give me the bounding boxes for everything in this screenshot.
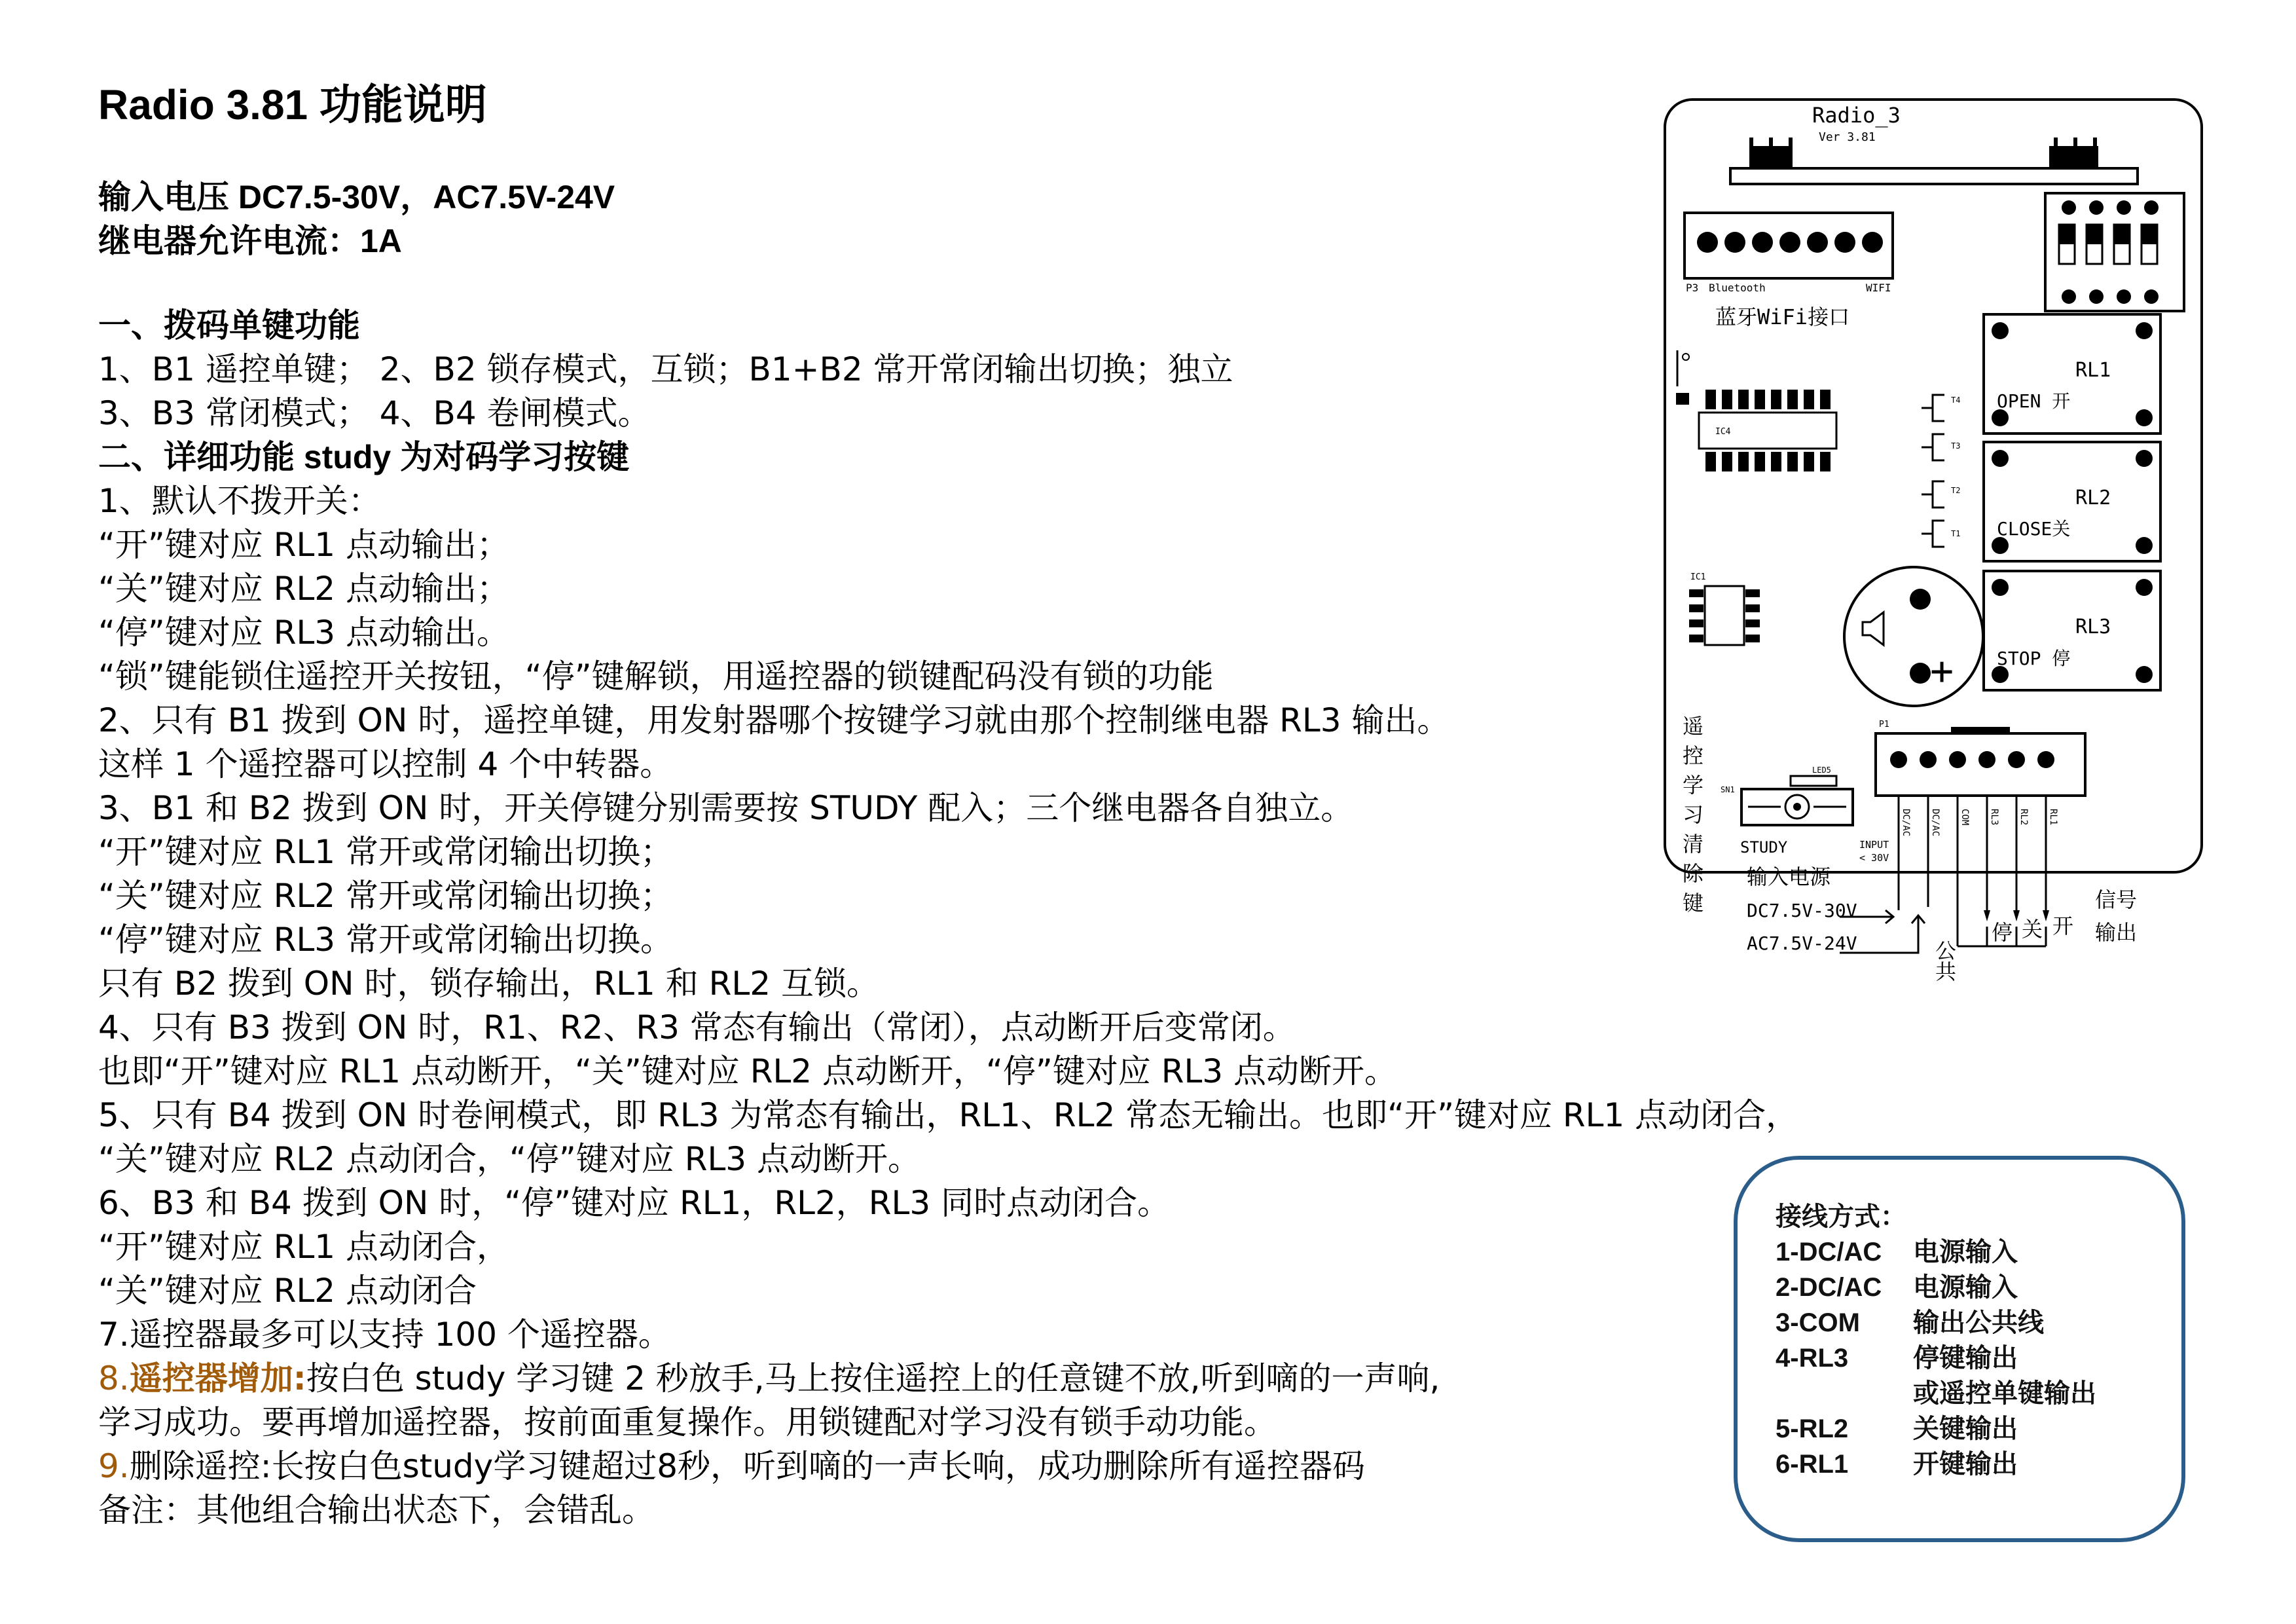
section2-line: “开”键对应 RL1 点动闭合， [98, 1228, 510, 1266]
pin4-label: RL3 [1989, 809, 1999, 826]
section2-line: 只有 B2 拨到 ON 时，锁存输出，RL1 和 RL2 互锁。 [98, 965, 879, 1003]
ic1-chip [1689, 586, 1760, 645]
input-label: INPUT [1859, 839, 1889, 851]
rl1-name: RL1 [2075, 359, 2111, 382]
section2-line: “关”键对应 RL2 点动闭合 [98, 1272, 477, 1310]
item8-line1 [98, 1357, 1715, 1401]
section2-heading: 二、详细功能 study 为对码学习按键 [98, 439, 630, 475]
section2-line: 6、B3 和 B4 拨到 ON 时，“停”键对应 RL1，RL2，RL3 同时点动闭合。 [98, 1184, 1171, 1222]
wiring-row: 2-DC/AC 电源输入 [1776, 1273, 2018, 1302]
t1-label: T1 [1951, 529, 1961, 538]
wiring-title: 接线方式： [1776, 1202, 1906, 1231]
rl3-name: RL3 [2075, 616, 2111, 638]
transistors [1922, 395, 1944, 547]
item9-number: 9. [98, 1447, 130, 1485]
wiring-legend [1734, 1156, 2185, 1542]
board-version: Ver 3.81 [1819, 130, 1876, 144]
spec-voltage: 输入电压 DC7.5-30V，AC7.5V-24V [98, 179, 615, 215]
power-dc: DC7.5V-30V [1747, 900, 1857, 921]
section2-line: “锁”键能锁住遥控开关按钮，“停”键解锁，用遥控器的锁键配码没有锁的功能 [98, 657, 1214, 695]
wiring-row: 5-RL2 关键输出 [1776, 1414, 2018, 1443]
pin-labels [1901, 809, 2058, 836]
t3-label: T3 [1951, 441, 1961, 451]
item9-rest: 删除遥控:长按白色study学习键超过8秒，听到嘀的一声长响，成功删除所有遥控器码 [129, 1447, 1366, 1485]
dip-switch [2045, 193, 2184, 311]
section2-line: 5、只有 B4 拨到 ON 时卷闸模式，即 RL3 为常态有输出，RL1、RL2 常态无输出。也即“开”键对应 RL1 点动闭合， [98, 1096, 1799, 1134]
section2-line: 4、只有 B3 拨到 ON 时，R1、R2、R3 常态有输出（常闭），点动断开后变常闭。 [98, 1008, 1296, 1046]
svg-text:除: 除 [1683, 861, 1704, 886]
section2-line: “关”键对应 RL2 常开或常闭输出切换； [98, 877, 674, 915]
relay-rl1 [1984, 314, 2160, 434]
study-button-icon [1741, 776, 1853, 825]
section2-line: 2、只有 B1 拨到 ON 时，遥控单键，用发射器哪个按键学习就由那个控制继电器 RL3 输出。 [98, 701, 1450, 739]
signal-out-label-2: 输出 [2095, 920, 2138, 945]
section2-line: “关”键对应 RL2 点动输出； [98, 570, 510, 608]
item8-rest: 按白色 study 学习键 2 秒放手,马上按住遥控上的任意键不放,听到嘀的一声响, [306, 1359, 1440, 1397]
section2-line: “开”键对应 RL1 常开或常闭输出切换； [98, 833, 674, 871]
section2-line: 7.遥控器最多可以支持 100 个遥控器。 [98, 1316, 671, 1354]
item8-line2: 学习成功。要再增加遥控器，按前面重复操作。用锁键配对学习没有锁手动功能。 [98, 1403, 1277, 1441]
bt-wifi-port-label: 蓝牙WiFi接口 [1715, 304, 1850, 329]
wiring-row: 3-COM 输出公共线 [1776, 1308, 2044, 1337]
item9-line [98, 1445, 1715, 1488]
rl2-label: CLOSE关 [1997, 518, 2071, 540]
wiring-row: 或遥控单键输出 [1913, 1379, 2096, 1408]
side-label [1683, 714, 1704, 915]
t4-label: T4 [1951, 396, 1961, 405]
wiring-row: 6-RL1 开键输出 [1776, 1450, 2018, 1479]
pin2-label: DC/AC [1930, 809, 1941, 837]
pin1-label: DC/AC [1901, 809, 1911, 837]
section2-line: “关”键对应 RL2 点动闭合，“停”键对应 RL3 点动断开。 [98, 1140, 921, 1178]
section2-line: 这样 1 个遥控器可以控制 4 个中转器。 [98, 745, 673, 783]
section1-line: 3、B3 常闭模式； 4、B4 卷闸模式。 [98, 394, 651, 432]
svg-text:遥: 遥 [1683, 714, 1704, 739]
svg-text:清: 清 [1683, 832, 1704, 857]
rl1-label: OPEN 开 [1997, 390, 2071, 412]
p1-label: P1 [1879, 720, 1889, 729]
pin5-label: RL2 [2018, 809, 2029, 826]
relay-rl3 [1984, 571, 2160, 690]
p1-terminal [1876, 727, 2085, 796]
power-ac: AC7.5V-24V [1747, 932, 1857, 954]
section2-line: “开”键对应 RL1 点动输出； [98, 526, 510, 564]
wifi-label: WIFI [1866, 282, 1891, 294]
spec-current: 继电器允许电流：1A [98, 223, 402, 259]
section2-line: “停”键对应 RL3 常开或常闭输出切换。 [98, 921, 674, 959]
out-stop-label: 停 [1992, 920, 2013, 945]
input-limit: < 30V [1859, 852, 1889, 864]
antenna-strip [1730, 168, 2138, 184]
pcb-diagram [1663, 95, 2239, 999]
ic1-label: IC1 [1690, 572, 1706, 582]
wiring-row: 1-DC/AC 电源输入 [1776, 1238, 2018, 1266]
svg-text:习: 习 [1683, 802, 1704, 827]
board-name: Radio_3 [1812, 103, 1901, 128]
section2-line: 3、B1 和 B2 拨到 ON 时，开关停键分别需要按 STUDY 配入；三个继电器各自独立。 [98, 789, 1354, 827]
common-label: 公共 [1932, 940, 1957, 982]
p3-label: P3 [1686, 282, 1699, 294]
pin6-label: RL1 [2048, 809, 2058, 826]
study-label: STUDY [1740, 838, 1788, 857]
rl3-label: STOP 停 [1997, 648, 2071, 669]
section1-heading: 一、拨码单键功能 [98, 307, 360, 344]
wiring-row: 4-RL3 停键输出 [1776, 1344, 2018, 1373]
ic4-label: IC4 [1715, 427, 1731, 437]
item8-bold: 遥控器增加: [129, 1359, 306, 1397]
svg-text:+: + [1930, 648, 1954, 694]
pin3-label: COM [1959, 809, 1970, 826]
relay-rl2 [1984, 442, 2160, 561]
svg-text:学: 学 [1683, 773, 1704, 798]
page-title: Radio 3.81 功能说明 [98, 81, 487, 128]
signal-out-label-1: 信号 [2095, 887, 2138, 912]
section2-line: “停”键对应 RL3 点动输出。 [98, 614, 510, 652]
led5-label: LED5 [1812, 766, 1831, 775]
note-line: 备注：其他组合输出状态下，会错乱。 [98, 1491, 655, 1529]
rl2-name: RL2 [2075, 487, 2111, 509]
item8-number: 8. [98, 1359, 130, 1397]
power-title: 输入电源 [1747, 864, 1831, 889]
section2-line: 也即“开”键对应 RL1 点动断开，“关”键对应 RL2 点动断开，“停”键对应 RL3 点动断开。 [98, 1052, 1398, 1090]
buzzer-icon [1844, 567, 1983, 706]
svg-text:键: 键 [1683, 891, 1704, 915]
out-open-label: 开 [2052, 913, 2074, 938]
p3-header [1685, 213, 1893, 278]
sn1-label: SN1 [1721, 785, 1735, 794]
bluetooth-label: Bluetooth [1709, 282, 1766, 294]
t2-label: T2 [1951, 486, 1961, 495]
svg-text:控: 控 [1683, 743, 1704, 768]
section2-line: 1、默认不拨开关： [98, 482, 381, 520]
out-close-label: 关 [2022, 917, 2043, 942]
section1-line: 1、B1 遥控单键； 2、B2 锁存模式，互锁；B1+B2 常开常闭输出切换；独立 [98, 350, 1233, 388]
